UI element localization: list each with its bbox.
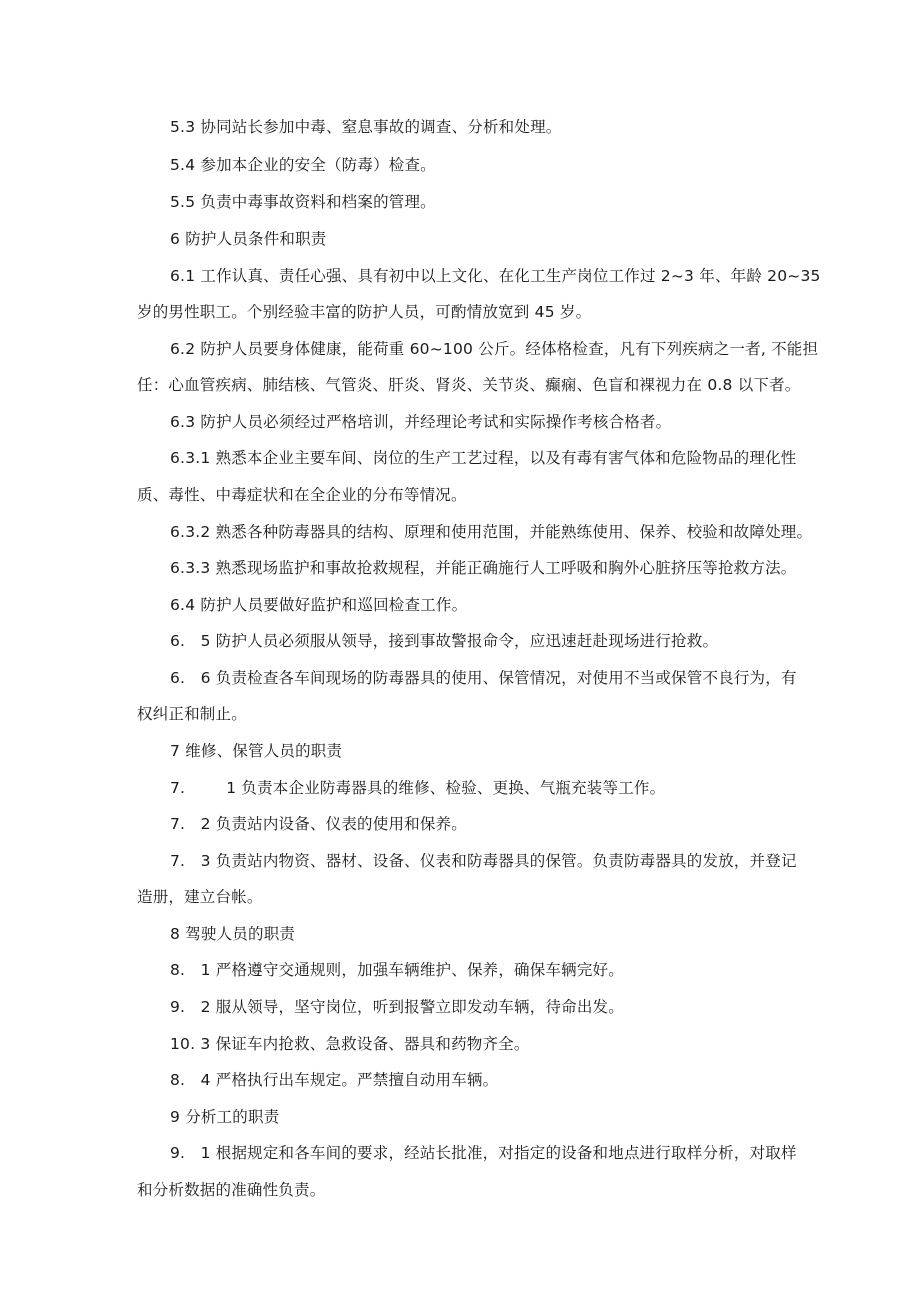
text-line: 6. 5 防护人员必须服从领导，接到事故警报命令，应迅速赶赴现场进行抢救。: [170, 632, 719, 650]
text-line: 和分析数据的准确性负责。: [137, 1181, 326, 1199]
text-line: 岁的男性职工。个别经验丰富的防护人员，可酌情放宽到 45 岁。: [137, 303, 592, 321]
text-line: 6.2 防护人员要身体健康，能荷重 60~100 公斤。经体格检查，凡有下列疾病之一者, 不能担: [170, 340, 819, 358]
text-line: 5.4 参加本企业的安全（防毒）检查。: [170, 156, 436, 174]
text-line: 7. 1 负责本企业防毒器具的维修、检验、更换、气瓶充装等工作。: [170, 779, 666, 797]
text-line: 6.3.2 熟悉各种防毒器具的结构、原理和使用范围，并能熟练使用、保养、校验和故障处理。: [170, 523, 813, 541]
text-line: 6.1 工作认真、责任心强、具有初中以上文化、在化工生产岗位工作过 2~3 年、年龄 20~35: [170, 267, 821, 285]
text-line: 7. 3 负责站内物资、器材、设备、仪表和防毒器具的保管。负责防毒器具的发放，并登记: [170, 852, 797, 870]
section-heading: 7 维修、保管人员的职责: [170, 742, 343, 760]
text-line: 质、毒性、中毒症状和在全企业的分布等情况。: [137, 486, 467, 504]
text-line: 6.3.1 熟悉本企业主要车间、岗位的生产工艺过程，以及有毒有害气体和危险物品的理化性: [170, 449, 797, 467]
text-line: 5.5 负责中毒事故资料和档案的管理。: [170, 193, 436, 211]
text-line: 9. 1 根据规定和各车间的要求，经站长批准，对指定的设备和地点进行取样分析，对取样: [170, 1144, 797, 1162]
section-heading: 6 防护人员条件和职责: [170, 230, 327, 248]
text-line: 任：心血管疾病、肺结核、气管炎、肝炎、肾炎、关节炎、癫痫、色盲和裸视力在 0.8 以下者。: [137, 376, 801, 394]
text-line: 6. 6 负责检查各车间现场的防毒器具的使用、保管情况，对使用不当或保管不良行为，有: [170, 669, 797, 687]
text-line: 6.4 防护人员要做好监护和巡回检查工作。: [170, 596, 468, 614]
text-line: 造册，建立台帐。: [137, 888, 263, 906]
text-line: 7. 2 负责站内设备、仪表的使用和保养。: [170, 815, 467, 833]
text-line: 8. 4 严格执行出车规定。严禁擅自动用车辆。: [170, 1071, 499, 1089]
text-line: 6.3 防护人员必须经过严格培训，并经理论考试和实际操作考核合格者。: [170, 413, 672, 431]
text-line: 6.3.3 熟悉现场监护和事故抢救规程，并能正确施行人工呼吸和胸外心脏挤压等抢救方法。: [170, 559, 797, 577]
text-line: 10. 3 保证车内抢救、急救设备、器具和药物齐全。: [170, 1035, 530, 1053]
text-line: 权纠正和制止。: [137, 705, 247, 723]
text-line: 5.3 协同站长参加中毒、窒息事故的调查、分析和处理。: [170, 118, 562, 136]
text-line: 9. 2 服从领导，坚守岗位，听到报警立即发动车辆，待命出发。: [170, 998, 624, 1016]
text-line: 8. 1 严格遵守交通规则，加强车辆维护、保养，确保车辆完好。: [170, 961, 624, 979]
section-heading: 8 驾驶人员的职责: [170, 925, 296, 943]
section-heading: 9 分析工的职责: [170, 1108, 280, 1126]
